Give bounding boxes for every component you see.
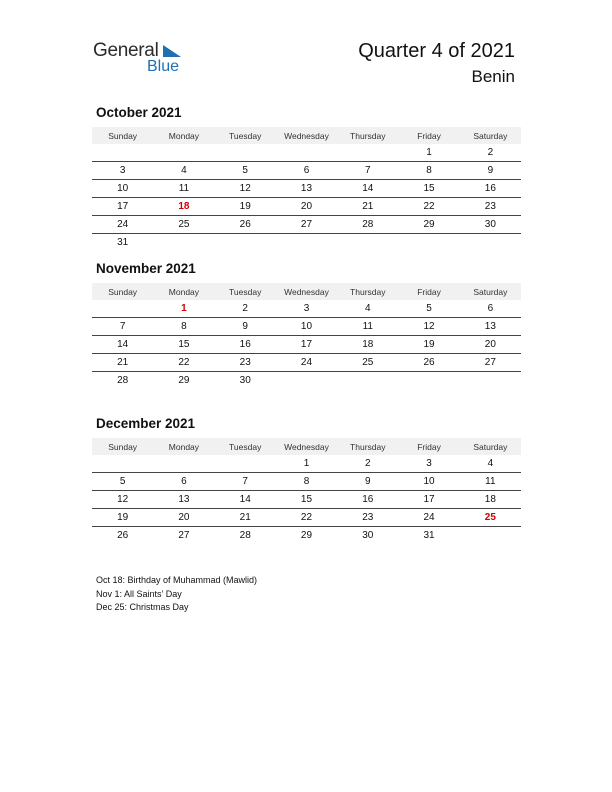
day-cell: 8 <box>398 162 459 180</box>
day-cell: 12 <box>398 318 459 336</box>
month-november <box>92 260 521 389</box>
day-cell: 9 <box>337 473 398 491</box>
week-row <box>92 300 521 318</box>
day-cell <box>460 372 521 390</box>
day-cell: 31 <box>423 530 435 541</box>
day-cell <box>215 455 276 473</box>
day-cell: 10 <box>276 318 337 336</box>
week-row <box>92 372 521 390</box>
weekday-header-row <box>92 283 521 300</box>
day-cell: 25 <box>153 216 214 234</box>
day-cell: 29 <box>398 216 459 234</box>
day-cell: 20 <box>153 509 214 527</box>
day-cell: 2 <box>337 455 398 473</box>
day-cell <box>460 527 521 545</box>
day-cell: 17 <box>276 336 337 354</box>
day-cell <box>276 144 337 162</box>
weekday-header: Monday <box>153 127 214 144</box>
holiday-note: Oct 18: Birthday of Muhammad (Mawlid) <box>96 575 258 585</box>
weekday-header: Saturday <box>460 438 521 455</box>
day-cell: 10 <box>398 473 459 491</box>
weekday-header: Friday <box>398 283 459 300</box>
day-cell: 26 <box>215 216 276 234</box>
week-row <box>92 234 521 252</box>
day-cell: 22 <box>276 509 337 527</box>
weekday-header: Wednesday <box>276 283 337 300</box>
weekday-header: Sunday <box>92 127 153 144</box>
day-cell: 15 <box>153 336 214 354</box>
page-title: Quarter 4 of 2021 <box>358 40 515 62</box>
day-cell: 25 <box>337 354 398 372</box>
day-cell: 28 <box>117 375 129 386</box>
day-cell: 18 <box>460 491 521 509</box>
weekday-header: Tuesday <box>215 127 276 144</box>
day-cell: 6 <box>276 162 337 180</box>
day-cell: 5 <box>215 162 276 180</box>
day-cell: 5 <box>92 473 153 491</box>
day-cell <box>92 144 153 162</box>
weekday-header: Saturday <box>460 283 521 300</box>
day-cell: 15 <box>398 180 459 198</box>
day-cell: 3 <box>398 455 459 473</box>
weekday-header: Friday <box>398 438 459 455</box>
calendar-grid <box>92 438 521 544</box>
day-cell: 11 <box>153 180 214 198</box>
week-row <box>92 162 521 180</box>
week-row <box>92 455 521 473</box>
day-cell: 19 <box>215 198 276 216</box>
holiday-day-cell: 25 <box>460 509 521 527</box>
day-cell: 16 <box>215 336 276 354</box>
month-title: December 2021 <box>96 416 196 431</box>
day-cell: 2 <box>460 144 521 162</box>
day-cell: 21 <box>92 354 153 372</box>
day-cell: 28 <box>337 216 398 234</box>
day-cell: 9 <box>460 162 521 180</box>
day-cell: 17 <box>398 491 459 509</box>
weekday-header: Friday <box>398 127 459 144</box>
day-cell: 16 <box>460 180 521 198</box>
week-row <box>92 336 521 354</box>
day-cell <box>153 234 214 252</box>
week-row <box>92 144 521 162</box>
day-cell: 8 <box>153 318 214 336</box>
day-cell <box>398 234 459 252</box>
weekday-header-row <box>92 127 521 144</box>
day-cell: 20 <box>460 336 521 354</box>
day-cell: 13 <box>153 491 214 509</box>
month-october <box>92 104 521 251</box>
day-cell <box>153 455 214 473</box>
day-cell: 29 <box>300 530 313 541</box>
day-cell: 10 <box>92 180 153 198</box>
day-cell: 21 <box>215 509 276 527</box>
weekday-header: Thursday <box>337 438 398 455</box>
holiday-note: Dec 25: Christmas Day <box>96 602 189 612</box>
day-cell: 14 <box>92 336 153 354</box>
day-cell: 19 <box>92 509 153 527</box>
day-cell <box>276 234 337 252</box>
day-cell: 11 <box>337 318 398 336</box>
week-row <box>92 491 521 509</box>
day-cell: 7 <box>337 162 398 180</box>
weekday-header: Monday <box>153 438 214 455</box>
day-cell <box>276 372 337 390</box>
day-cell: 4 <box>337 300 398 318</box>
day-cell: 27 <box>460 354 521 372</box>
day-cell: 23 <box>215 354 276 372</box>
day-cell: 13 <box>460 318 521 336</box>
calendar-grid <box>92 283 521 389</box>
day-cell: 30 <box>239 375 251 386</box>
day-cell: 18 <box>337 336 398 354</box>
holiday-day-cell: 1 <box>153 300 214 318</box>
day-cell: 6 <box>460 300 521 318</box>
month-title: November 2021 <box>96 261 196 276</box>
day-cell <box>337 234 398 252</box>
weekday-header: Thursday <box>337 127 398 144</box>
day-cell: 15 <box>276 491 337 509</box>
day-cell <box>92 455 153 473</box>
day-cell <box>153 144 214 162</box>
day-cell: 22 <box>398 198 459 216</box>
week-row <box>92 180 521 198</box>
day-cell: 6 <box>153 473 214 491</box>
day-cell: 1 <box>276 455 337 473</box>
day-cell: 3 <box>92 162 153 180</box>
day-cell: 7 <box>92 318 153 336</box>
holiday-notes <box>96 574 257 615</box>
day-cell: 24 <box>398 509 459 527</box>
day-cell <box>337 144 398 162</box>
day-cell: 1 <box>398 144 459 162</box>
day-cell: 4 <box>460 455 521 473</box>
day-cell: 12 <box>92 491 153 509</box>
day-cell: 23 <box>460 198 521 216</box>
day-cell: 26 <box>117 530 129 541</box>
month-december <box>92 415 521 544</box>
day-cell <box>337 372 398 390</box>
weekday-header: Wednesday <box>276 127 337 144</box>
day-cell: 3 <box>276 300 337 318</box>
day-cell: 11 <box>460 473 521 491</box>
day-cell: 27 <box>178 530 190 541</box>
day-cell <box>215 234 276 252</box>
day-cell: 14 <box>337 180 398 198</box>
weekday-header: Saturday <box>460 127 521 144</box>
logo-word-blue: Blue <box>147 58 180 75</box>
day-cell: 21 <box>337 198 398 216</box>
weekday-header: Thursday <box>337 283 398 300</box>
day-cell: 16 <box>337 491 398 509</box>
day-cell: 8 <box>276 473 337 491</box>
day-cell: 2 <box>215 300 276 318</box>
weekday-header: Monday <box>153 283 214 300</box>
day-cell: 24 <box>92 216 153 234</box>
day-cell: 26 <box>398 354 459 372</box>
day-cell: 27 <box>276 216 337 234</box>
day-cell: 7 <box>215 473 276 491</box>
weekday-header: Sunday <box>92 438 153 455</box>
day-cell: 31 <box>117 237 129 248</box>
day-cell: 19 <box>398 336 459 354</box>
day-cell: 23 <box>337 509 398 527</box>
day-cell: 20 <box>276 198 337 216</box>
day-cell: 14 <box>215 491 276 509</box>
day-cell <box>92 300 153 318</box>
day-cell: 17 <box>92 198 153 216</box>
logo <box>93 40 193 80</box>
weekday-header: Tuesday <box>215 438 276 455</box>
day-cell <box>460 234 521 252</box>
week-row <box>92 473 521 491</box>
day-cell: 4 <box>153 162 214 180</box>
week-row <box>92 216 521 234</box>
day-cell: 13 <box>276 180 337 198</box>
day-cell: 12 <box>215 180 276 198</box>
day-cell: 30 <box>362 530 374 541</box>
month-title: October 2021 <box>96 105 182 120</box>
week-row <box>92 354 521 372</box>
calendar-grid <box>92 127 521 251</box>
day-cell: 5 <box>398 300 459 318</box>
day-cell <box>215 144 276 162</box>
week-row <box>92 527 521 545</box>
week-row <box>92 198 521 216</box>
logo-triangle-icon <box>161 45 183 59</box>
holiday-day-cell: 18 <box>153 198 214 216</box>
week-row <box>92 509 521 527</box>
holiday-note: Nov 1: All Saints’ Day <box>96 588 182 599</box>
day-cell: 30 <box>460 216 521 234</box>
day-cell <box>398 372 459 390</box>
weekday-header: Tuesday <box>215 283 276 300</box>
day-cell: 9 <box>215 318 276 336</box>
day-cell: 28 <box>239 530 251 541</box>
weekday-header-row <box>92 438 521 455</box>
weekday-header: Sunday <box>92 283 153 300</box>
day-cell: 22 <box>153 354 214 372</box>
day-cell: 29 <box>178 375 190 386</box>
weekday-header: Wednesday <box>276 438 337 455</box>
week-row <box>92 318 521 336</box>
country-name: Benin <box>471 67 515 86</box>
day-cell: 24 <box>276 354 337 372</box>
logo-word-general: General <box>93 40 159 61</box>
